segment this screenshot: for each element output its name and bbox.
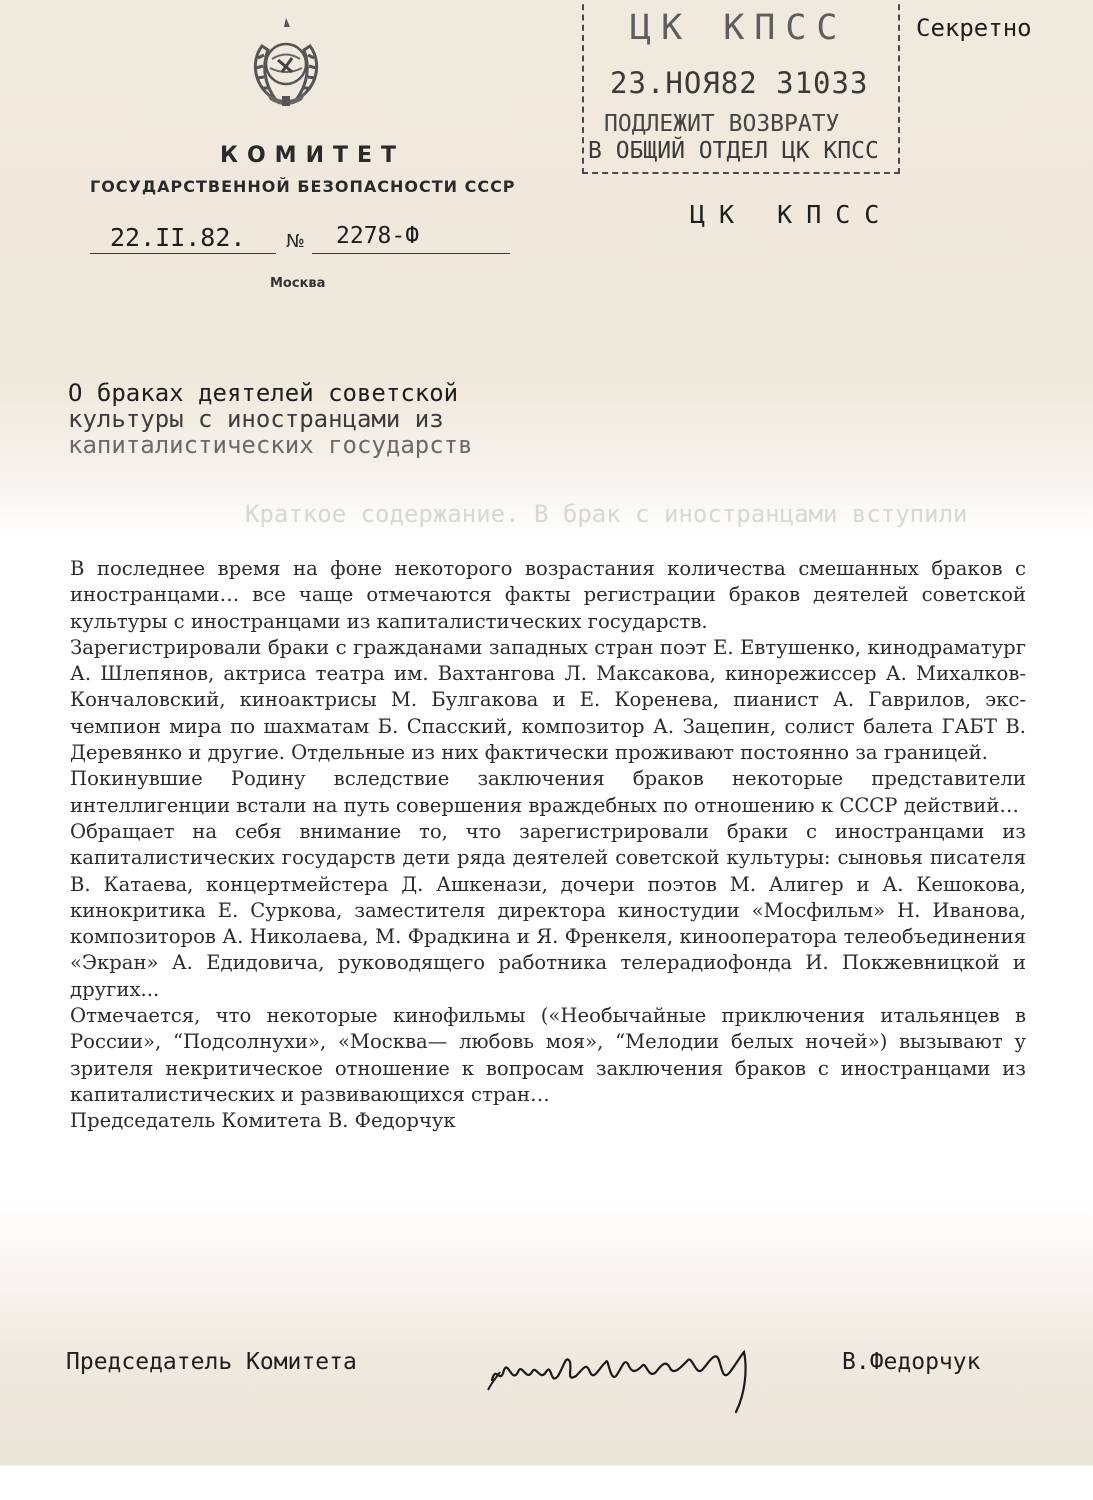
org-name-line2: ГОСУДАРСТВЕННОЙ БЕЗОПАСНОСТИ СССР [90, 177, 516, 196]
date-underline [90, 253, 276, 254]
org-name-line1: КОМИТЕТ [220, 143, 406, 168]
signature-label: Председатель Комитета [66, 1349, 357, 1375]
subject-line: О браках деятелей советской [68, 379, 459, 407]
subject-line: капиталистических государств [68, 431, 473, 459]
ussr-emblem-icon [240, 14, 332, 110]
date-number-line [90, 223, 510, 255]
recipient: ЦК КПСС [690, 200, 894, 229]
handwritten-signature [486, 1332, 756, 1418]
document-date: 22.II.82. [110, 223, 246, 252]
number-sign: № [286, 231, 305, 252]
subject [68, 380, 473, 458]
body-paragraph: Отмечается, что некоторые кинофильмы («Необычайные приключения итальянцев в России», “Подсолнухи», «Москва— любовь моя», “Мелодии белых ночей») вызывают у зрителя некритическое отношение к вопросам заключения браков с иностранцами из капиталистических и развивающихся стран… [70, 1004, 1026, 1106]
stamp-org: ЦК КПСС [630, 8, 848, 48]
classification-label: Секретно [916, 14, 1032, 42]
body-paragraph: Обращает на себя внимание то, что зарегистрировали браки с иностранцами из капиталистических государств дети ряда деятелей советской культуры: сыновья писателя В. Катаева, концертмейстера Д. Ашкенази, дочери поэтов М. Алигер и А. Кешокова, кинокритика Е. Суркова, заместителя директора киностудии «Мосфильм» Н. Иванова, композиторов А. Николаева, М. Фрадкина и Я. Френкеля, кинооператора телеобъединения «Экран» А. Едидовича, руководящего работника телерадиофонда И. Покжевницкой и других... [70, 819, 1026, 1001]
stamp-date: 23.НОЯ82 31033 [610, 66, 869, 100]
body-signoff: Председатель Комитета В. Федорчук [70, 1109, 456, 1133]
faded-summary-text: Краткое содержание. В брак с иностранцами вступили [245, 500, 968, 528]
subject-line: культуры с иностранцами из [68, 405, 444, 433]
number-underline [312, 253, 510, 254]
signatory-name: В.Федорчук [842, 1349, 981, 1375]
stamp-return-line2: В ОБЩИЙ ОТДЕЛ ЦК КПСС [588, 138, 879, 164]
document-number: 2278-Ф [336, 223, 420, 249]
stamp-return-line1: ПОДЛЕЖИТ ВОЗВРАТУ [604, 111, 840, 137]
body-paragraph: Зарегистрировали браки с гражданами западных стран поэт Е. Евтушенко, кинодраматург А. Шлепянов, актриса театра им. Вахтангова Л. Максакова, кинорежиссер А. Михалков-Кончаловский, киноактрисы М. Булгакова и Е. Коренева, пианист А. Гаврилов, экс-чемпион мира по шахматам Б. Спасский, композитор А. Зацепин, солист балета ГАБТ В. Деревянко и другие. Отдельные из них фактически проживают постоянно за границей. [70, 635, 1026, 765]
city-label: Москва [270, 276, 326, 291]
body-text [70, 556, 1026, 1135]
body-paragraph: Покинувшие Родину вследствие заключения браков некоторые представители интеллигенции встали на путь совершения враждебных по отношению к СССР действий… [70, 767, 1026, 817]
body-paragraph: В последнее время на фоне некоторого возрастания количества смешанных браков с иностранцами… все чаще отмечаются факты регистрации браков деятелей советской культуры с иностранцами из капиталистических государств. [70, 557, 1026, 633]
